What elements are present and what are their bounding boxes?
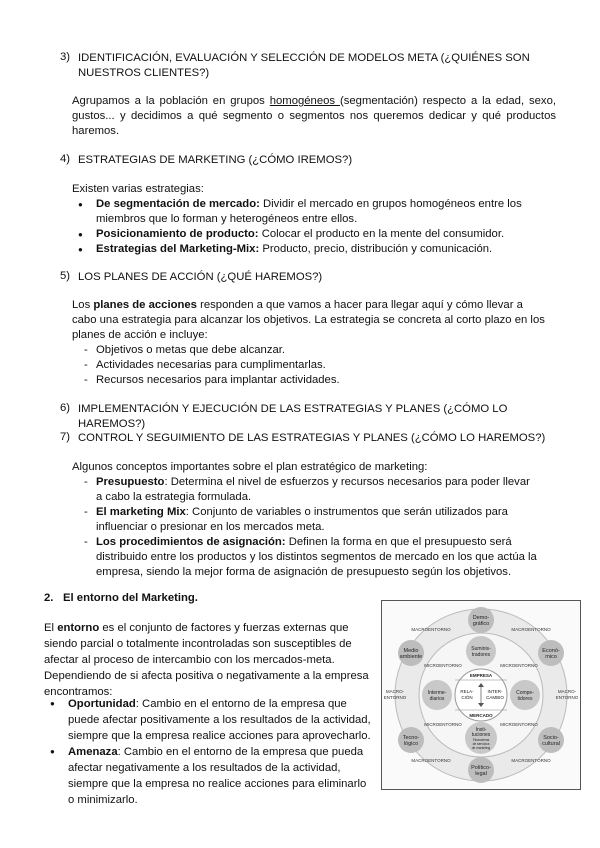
label: tradores xyxy=(471,652,491,658)
label: Medio xyxy=(403,648,419,654)
section-4-intro: Existen varias estrategias: xyxy=(72,183,204,195)
label: diarios xyxy=(429,696,445,702)
label: mico xyxy=(545,654,557,660)
label: de marketing xyxy=(471,746,491,750)
macro-label: ENTORNO xyxy=(383,695,407,700)
list-item: ● Estrategias del Marketing-Mix: Producto, precio, distribución y comunicación. xyxy=(72,242,542,257)
section-6-heading: IMPLEMENTACIÓN Y EJECUCIÓN DE LAS ESTRATEGIAS Y PLANES (¿CÓMO LO HAREMOS?) xyxy=(78,403,508,430)
micro-label: MICROENTORNO xyxy=(424,722,462,727)
section-6-number: 6) xyxy=(60,402,71,414)
company-label: EMPRESA xyxy=(469,673,493,678)
label: legal xyxy=(475,771,487,777)
strategies-list xyxy=(72,197,542,257)
label: tidores xyxy=(517,696,533,702)
label: Interme- xyxy=(427,690,447,696)
macro-label: MACROENTORNO xyxy=(411,758,451,763)
label: Suminis- xyxy=(471,646,491,652)
concepts-intro: Algunos conceptos importantes sobre el plan estratégico de marketing: xyxy=(72,461,428,473)
macro-label: MACRO- xyxy=(557,689,577,694)
label: gráfico xyxy=(472,621,490,627)
list-item: ● De segmentación de mercado: Dividir el mercado en grupos homogéneos entre los miembros que lo forman y heterogéneos entre ellos. xyxy=(72,197,542,227)
macro-label: ENTORNO xyxy=(555,695,579,700)
section-3-number: 3) xyxy=(60,51,71,63)
label: tuciones xyxy=(471,732,491,738)
action-plans-list xyxy=(72,343,542,388)
section-3-heading: IDENTIFICACIÓN, EVALUACIÓN Y SELECCIÓN DE MODELOS META (¿QUIÉNES SON NUESTROS CLIENTES?) xyxy=(78,52,530,79)
section-7-heading: CONTROL Y SEGUIMIENTO DE LAS ESTRATEGIAS Y PLANES (¿CÓMO LO HAREMOS?) xyxy=(78,432,546,444)
label: Demo- xyxy=(472,615,490,621)
micro-label: MICROENTORNO xyxy=(500,722,538,727)
label: cultural xyxy=(542,741,560,747)
section-5-paragraph: Los planes de acciones responden a que vamos a hacer para llegar aquí y cómo llevar a cabo una estrategia para alcanzar los objetivos. La estrategia se concreta al corto plazo en los planes de acción e incluye: xyxy=(72,299,545,341)
section-5-heading: LOS PLANES DE ACCIÓN (¿QUÉ HAREMOS?) xyxy=(78,271,323,283)
list-item: - Objetivos o metas que debe alcanzar. xyxy=(72,343,542,358)
label: Socio- xyxy=(543,735,559,741)
label: CAMBIO xyxy=(486,695,504,700)
label: CIÓN xyxy=(461,695,473,700)
environment-diagram xyxy=(381,600,581,790)
label: INTER- xyxy=(487,689,503,694)
macro-label: MACRO- xyxy=(385,689,405,694)
list-item: ● Oportunidad: Cambio en el entorno de la empresa que puede afectar positivamente a los resultados de la actividad, siempre que la empresa realice acciones para aprovecharlo. xyxy=(44,696,374,744)
list-item: - Recursos necesarios para implantar actividades. xyxy=(72,373,542,388)
micro-label: MICROENTORNO xyxy=(500,663,538,668)
micro-label: MICROENTORNO xyxy=(424,663,462,668)
concepts-list xyxy=(72,475,538,580)
label: Tecno- xyxy=(402,735,420,741)
macro-label: MACROENTORNO xyxy=(511,627,551,632)
list-item: ● Posicionamiento de producto: Colocar el producto en la mente del consumidor. xyxy=(72,227,542,242)
label: ambiente xyxy=(399,654,423,660)
label: de servicios xyxy=(472,742,490,746)
section-3-paragraph: Agrupamos a la población en grupos homogéneos (segmentación) respecto a la edad, sexo, gustos... y decidimos a qué segmento o segmentos nos queremos dedicar y qué productos haremos. xyxy=(72,95,557,137)
section-4-number: 4) xyxy=(60,153,71,165)
list-item: ● Amenaza: Cambio en el entorno de la empresa que pueda afectar negativamente a los resultados de la actividad, siempre que la empresa no realice acciones para eliminarlo o minimizarlo. xyxy=(44,744,374,808)
label: Insti- xyxy=(475,727,487,733)
label: RELA- xyxy=(460,689,474,694)
section-7-number: 7) xyxy=(60,431,71,443)
label: Financieras xyxy=(472,738,490,742)
list-item: - Actividades necesarias para cumplimentarlas. xyxy=(72,358,542,373)
label: Político- xyxy=(471,765,491,771)
macro-label: MACROENTORNO xyxy=(411,627,451,632)
section-5-number: 5) xyxy=(60,270,71,282)
part-2-heading: El entorno del Marketing. xyxy=(63,592,198,604)
section-4-heading: ESTRATEGIAS DE MARKETING (¿CÓMO IREMOS?) xyxy=(78,154,353,166)
macro-label: MACROENTORNO xyxy=(511,758,551,763)
label: Compe- xyxy=(516,690,534,696)
list-item: - El marketing Mix: Conjunto de variables o instrumentos que serán utilizados para influenciar o presionar en los mercados meta. xyxy=(72,505,538,535)
label: lógico xyxy=(403,741,419,747)
part-2-number: 2. xyxy=(44,592,54,604)
list-item: - Los procedimientos de asignación: Definen la forma en que el presupuesto será distribuido entre los productos y los distintos segmentos de mercado en los que actúa la empresa, siendo la mejor forma de asignación de presupuesto según los objetivos. xyxy=(72,535,538,580)
market-label: MERCADO xyxy=(469,713,493,718)
entorno-paragraph: El entorno es el conjunto de factores y fuerzas externas que siendo parcial o totalmente incontroladas son susceptibles de afectar al proceso de intercambio con los mercados-meta. Dependiendo de si afecta positiva o negativamente a la empresa encontramos: xyxy=(44,622,369,698)
list-item: - Presupuesto: Determina el nivel de esfuerzos y recursos necesarios para poder llevar a cabo la estrategia formulada. xyxy=(72,475,538,505)
entorno-list xyxy=(44,696,374,808)
label: Econó- xyxy=(542,648,560,654)
